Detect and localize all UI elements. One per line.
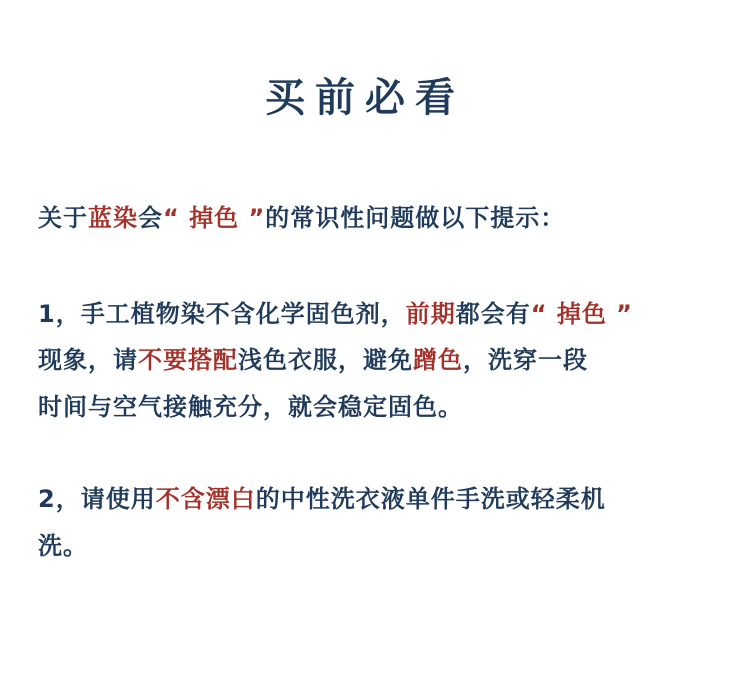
item1-highlight-fading: “ 掉色 ” — [530, 300, 633, 328]
item1-highlight-do-not-pair: 不要搭配 — [138, 346, 238, 374]
item1-text-d: 浅色衣服，避免 — [238, 346, 413, 374]
item1-text-f: 时间与空气接触充分，就会稳定固色。 — [38, 393, 463, 421]
item2-text-c: 洗。 — [38, 532, 88, 560]
item1-text-b: 都会有 — [455, 300, 531, 328]
item2-text-b: 的中性洗衣液单件手洗或轻柔机 — [255, 485, 606, 513]
item1-text-c: 现象，请 — [38, 346, 138, 374]
item2-highlight-no-bleach: 不含漂白 — [155, 485, 256, 513]
item1-text-e: ，洗穿一段 — [463, 346, 588, 374]
intro-highlight-fading: “ 掉色 ” — [163, 204, 266, 232]
intro-text-pre: 关于 — [38, 204, 88, 232]
item1-line2 — [38, 343, 588, 377]
intro-line — [38, 201, 565, 235]
item2-text-a: 2，请使用 — [38, 485, 156, 513]
intro-text-post: 的常识性问题做以下提示： — [265, 204, 566, 232]
item1-highlight-early-stage: 前期 — [405, 300, 456, 328]
page-title: 买前必看 — [265, 74, 465, 121]
item2-line2 — [38, 529, 88, 563]
item1-line1 — [38, 297, 633, 331]
item1-line3 — [38, 390, 463, 424]
item1-text-a: 1，手工植物染不含化学固色剂， — [38, 300, 406, 328]
intro-text-mid: 会 — [138, 204, 163, 232]
intro-highlight-indigo-dye: 蓝染 — [88, 204, 138, 232]
item1-highlight-color-rubbing: 蹭色 — [413, 346, 463, 374]
item2-line1 — [38, 482, 606, 516]
